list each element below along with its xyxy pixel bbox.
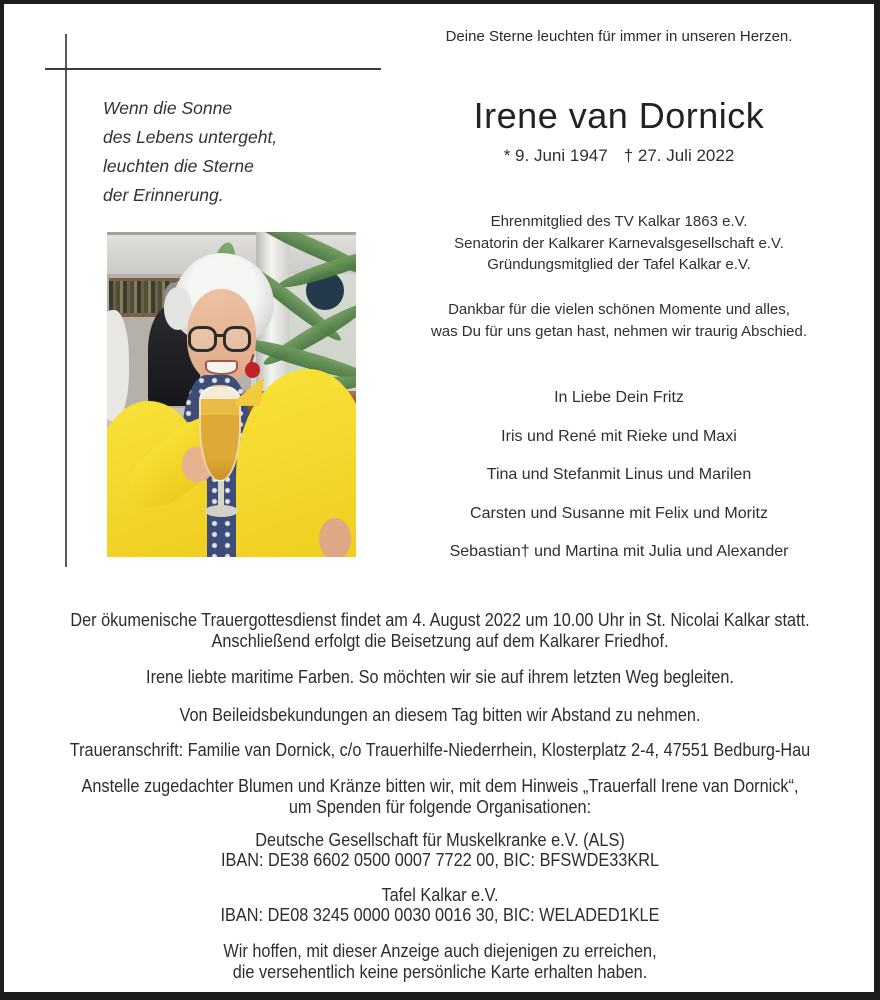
membership-line: Senatorin der Kalkarer Karnevalsgesellschaft e.V. — [454, 234, 784, 252]
quote-line: Wenn die Sonne — [103, 98, 233, 118]
cocktail-glass-stem — [218, 481, 224, 507]
funeral-service-info — [61, 609, 820, 651]
mourner-line: Sebastian† und Martina mit Julia und Alexander — [449, 543, 789, 561]
portrait-photo — [107, 232, 356, 557]
organization-name: Deutsche Gesellschaft für Muskelkranke e.V. (ALS) — [255, 829, 625, 850]
gratitude-line: was Du für uns getan hast, nehmen wir traurig Abschied. — [430, 323, 808, 340]
donation-organization — [61, 885, 820, 925]
donation-intro-line: Anstelle zugedachter Blumen und Kränze bitten wir, mit dem Hinweis „Trauerfall Irene van Dornick“, — [81, 775, 799, 796]
mourning-address: Traueranschrift: Familie van Dornick, c/o Trauerhilfe-Niederrhein, Klosterplatz 2-4, 47551 Bedburg-Hau — [69, 739, 811, 760]
glasses-right-lens — [223, 326, 252, 352]
closing-line: Wir hoffen, mit dieser Anzeige auch diejenigen zu erreichen, — [223, 940, 657, 961]
service-line: Der ökumenische Trauergottesdienst findet am 4. August 2022 um 10.00 Uhr in St. Nicolai Kalkar statt. — [70, 609, 810, 630]
closing-note — [61, 940, 820, 982]
organization-iban: IBAN: DE08 3245 0000 0030 0016 30, BIC: WELADED1KLE — [220, 904, 660, 925]
mourner-line: Tina und Stefanmit Linus und Marilen — [486, 466, 752, 484]
quote-line: des Lebens untergeht, — [103, 127, 278, 147]
photo-wrist — [319, 518, 351, 557]
donation-intro — [61, 775, 820, 817]
epigraph: Deine Sterne leuchten für immer in unseren Herzen. — [445, 28, 793, 45]
cross-icon-bar — [45, 68, 381, 70]
memberships-list — [394, 211, 844, 276]
glasses-left-lens — [188, 326, 217, 352]
donation-organization — [61, 830, 820, 870]
cherry-garnish — [245, 362, 260, 378]
birth-date: * 9. Juni 1947 — [503, 146, 608, 165]
membership-line: Ehrenmitglied des TV Kalkar 1863 e.V. — [490, 213, 748, 230]
maritime-colors-note: Irene liebte maritime Farben. So möchten wir sie auf ihrem letzten Weg begleiten. — [146, 666, 734, 687]
cocktail-glass-foot — [205, 505, 237, 517]
mourner-line: In Liebe Dein Fritz — [554, 389, 684, 406]
donation-intro-line: um Spenden für folgende Organisationen: — [288, 796, 592, 817]
mourners-list — [394, 379, 844, 572]
mourner-line: Carsten und Susanne mit Felix und Moritz — [470, 504, 768, 522]
memorial-quote — [103, 94, 383, 210]
photo-woman-smile — [205, 360, 237, 375]
organization-name: Tafel Kalkar e.V. — [381, 884, 499, 905]
membership-line: Gründungsmitglied der Tafel Kalkar e.V. — [487, 256, 751, 273]
gratitude-text — [394, 299, 844, 343]
life-dates — [394, 145, 844, 167]
quote-line: der Erinnerung. — [103, 185, 224, 205]
service-line: Anschließend erfolgt die Beisetzung auf dem Kalkarer Friedhof. — [211, 630, 669, 651]
glasses-bridge — [215, 334, 225, 337]
mourner-line: Iris und René mit Rieke und Maxi — [501, 427, 737, 445]
closing-line: die versehentlich keine persönliche Karte erhalten haben. — [232, 961, 648, 982]
gratitude-line: Dankbar für die vielen schönen Momente und alles, — [448, 301, 790, 318]
quote-line: leuchten die Sterne — [103, 156, 254, 176]
organization-iban: IBAN: DE38 6602 0500 0007 7722 00, BIC: BFSWDE33KRL — [220, 849, 660, 870]
cross-icon — [65, 34, 67, 567]
condolence-note: Von Beileidsbekundungen an diesem Tag bitten wir Abstand zu nehmen. — [179, 704, 701, 725]
death-date: † 27. Juli 2022 — [623, 146, 735, 165]
deceased-name: Irene van Dornick — [473, 95, 765, 136]
